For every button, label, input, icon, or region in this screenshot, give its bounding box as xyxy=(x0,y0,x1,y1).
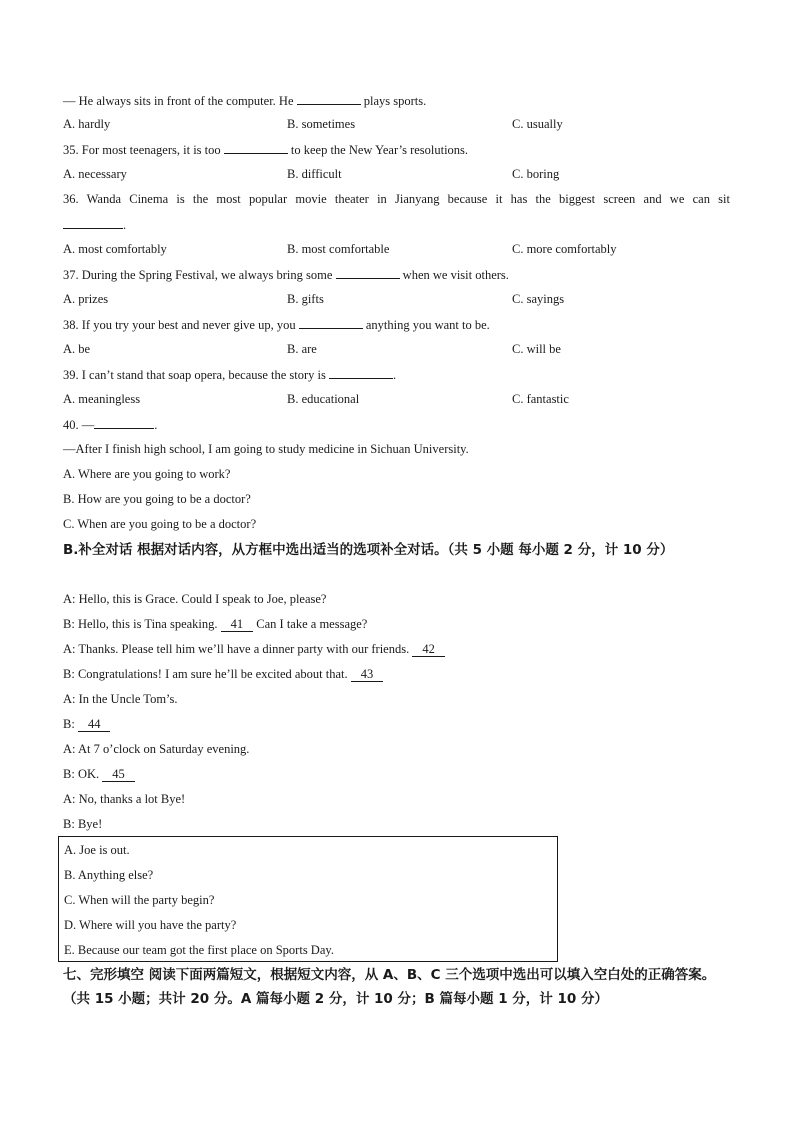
stem-part-b: . xyxy=(154,418,158,432)
option-c: C. more comfortably xyxy=(512,242,617,256)
speaker-label: A: xyxy=(63,792,76,806)
dialogue-line xyxy=(63,616,367,632)
option-b: B. difficult xyxy=(287,167,342,181)
question-40-option-c: C. When are you going to be a doctor? xyxy=(63,517,257,531)
question-40-option-b: B. How are you going to be a doctor? xyxy=(63,492,251,506)
question-37-stem xyxy=(63,266,509,283)
question-36-options xyxy=(63,241,743,257)
question-38-options xyxy=(63,341,743,357)
option-a: A. meaningless xyxy=(63,392,141,406)
option-b: B. educational xyxy=(287,392,360,406)
stem-part-b: to keep the New Year’s resolutions. xyxy=(290,143,469,157)
question-36-stem: 36. Wanda Cinema is the most popular movie theater in Jianyang because it has the biggest screen and we can sit xyxy=(63,192,730,206)
numbered-blank: 41 xyxy=(221,618,254,632)
stem-part-a: 38. If you try your best and never give up, you xyxy=(63,318,296,332)
dialogue-text: Hello, this is Grace. Could I speak to Joe, please? xyxy=(78,592,327,606)
dialogue-line xyxy=(63,691,178,707)
stem-part-b: plays sports. xyxy=(363,94,427,108)
option-b: B. sometimes xyxy=(287,117,356,131)
answer-blank xyxy=(63,216,123,229)
option-a: A. be xyxy=(63,342,91,356)
option-a: A. prizes xyxy=(63,292,109,306)
section-7-heading: 七、完形填空 阅读下面两篇短文，根据短文内容，从 A、B、C 三个选项中选出可以填入空白处的正确答案。（共 15 小题；共计 20 分。A 篇每小题 2 分，计 10 分；B 篇每小题 1 分，计 10 分） xyxy=(63,967,716,1007)
dialogue-text: Hello, this is Tina speaking. xyxy=(77,617,218,631)
question-38-stem xyxy=(63,316,490,333)
speaker-label: A: xyxy=(63,642,76,656)
stem-end: . xyxy=(123,218,127,232)
option-c: C. boring xyxy=(512,167,560,181)
answer-blank xyxy=(299,316,363,329)
answer-blank xyxy=(224,141,288,154)
speaker-label: B: xyxy=(63,617,75,631)
choice-b: B. Anything else? xyxy=(64,868,154,882)
answer-blank xyxy=(297,92,361,105)
answer-blank xyxy=(329,366,393,379)
dialogue-text: Bye! xyxy=(77,817,103,831)
numbered-blank: 45 xyxy=(102,768,135,782)
question-34-options xyxy=(63,116,743,132)
dialogue-text: In the Uncle Tom’s. xyxy=(78,692,178,706)
option-b: B. gifts xyxy=(287,292,324,306)
stem-part-a: 40. — xyxy=(63,418,95,432)
section-b-heading: B.补全对话 根据对话内容，从方框中选出适当的选项补全对话。（共 5 小题 每小题 2 分，计 10 分） xyxy=(63,542,674,558)
question-35-options xyxy=(63,166,743,182)
question-34-stem xyxy=(63,92,426,109)
speaker-label: A: xyxy=(63,742,76,756)
option-b: B. most comfortable xyxy=(287,242,390,256)
choices-box xyxy=(58,836,558,962)
dialogue-line xyxy=(63,591,326,607)
stem-part-a: 39. I can’t stand that soap opera, because the story is xyxy=(63,368,326,382)
choice-e: E. Because our team got the first place on Sports Day. xyxy=(64,943,334,957)
question-36-stem-end xyxy=(63,216,126,233)
speaker-label: B: xyxy=(63,667,75,681)
question-40-stem xyxy=(63,416,157,433)
option-c: C. sayings xyxy=(512,292,565,306)
speaker-label: A: xyxy=(63,692,76,706)
answer-blank xyxy=(94,416,154,429)
question-37-options xyxy=(63,291,743,307)
speaker-label: B: xyxy=(63,767,75,781)
stem-part-a: — He always sits in front of the computer. He xyxy=(63,94,294,108)
dialogue-text: Congratulations! I am sure he’ll be excited about that. xyxy=(77,667,348,681)
dialogue-text: OK. xyxy=(77,767,100,781)
stem-part-a: 37. During the Spring Festival, we always bring some xyxy=(63,268,333,282)
dialogue-line xyxy=(63,741,249,757)
stem-part-b: . xyxy=(393,368,397,382)
question-40-option-a: A. Where are you going to work? xyxy=(63,467,231,481)
dialogue-line xyxy=(63,716,110,732)
question-40-reply: —After I finish high school, I am going to study medicine in Sichuan University. xyxy=(63,442,469,456)
stem-part-a: 35. For most teenagers, it is too xyxy=(63,143,221,157)
dialogue-text: No, thanks a lot Bye! xyxy=(78,792,186,806)
option-c: C. fantastic xyxy=(512,392,569,406)
speaker-label: B: xyxy=(63,817,75,831)
option-a: A. most comfortably xyxy=(63,242,167,256)
numbered-blank: 43 xyxy=(351,668,384,682)
option-a: A. necessary xyxy=(63,167,127,181)
option-c: C. will be xyxy=(512,342,561,356)
option-b: B. are xyxy=(287,342,317,356)
dialogue-line xyxy=(63,666,383,682)
dialogue-text: At 7 o’clock on Saturday evening. xyxy=(77,742,250,756)
question-35-stem xyxy=(63,141,468,158)
dialogue-line xyxy=(63,791,185,807)
choice-a: A. Joe is out. xyxy=(64,843,130,857)
option-c: C. usually xyxy=(512,117,563,131)
speaker-label: A: xyxy=(63,592,76,606)
choice-d: D. Where will you have the party? xyxy=(64,918,237,932)
question-39-options xyxy=(63,391,743,407)
answer-blank xyxy=(336,266,400,279)
numbered-blank: 44 xyxy=(78,718,111,732)
dialogue-text: Thanks. Please tell him we’ll have a dinner party with our friends. xyxy=(78,642,410,656)
stem-part-b: anything you want to be. xyxy=(365,318,490,332)
choice-c: C. When will the party begin? xyxy=(64,893,215,907)
dialogue-text: Can I take a message? xyxy=(256,617,368,631)
option-a: A. hardly xyxy=(63,117,111,131)
stem-part-b: when we visit others. xyxy=(402,268,509,282)
dialogue-line xyxy=(63,816,102,832)
numbered-blank: 42 xyxy=(412,643,445,657)
dialogue-line xyxy=(63,766,135,782)
dialogue-line xyxy=(63,641,445,657)
question-39-stem xyxy=(63,366,396,383)
speaker-label: B: xyxy=(63,717,75,731)
